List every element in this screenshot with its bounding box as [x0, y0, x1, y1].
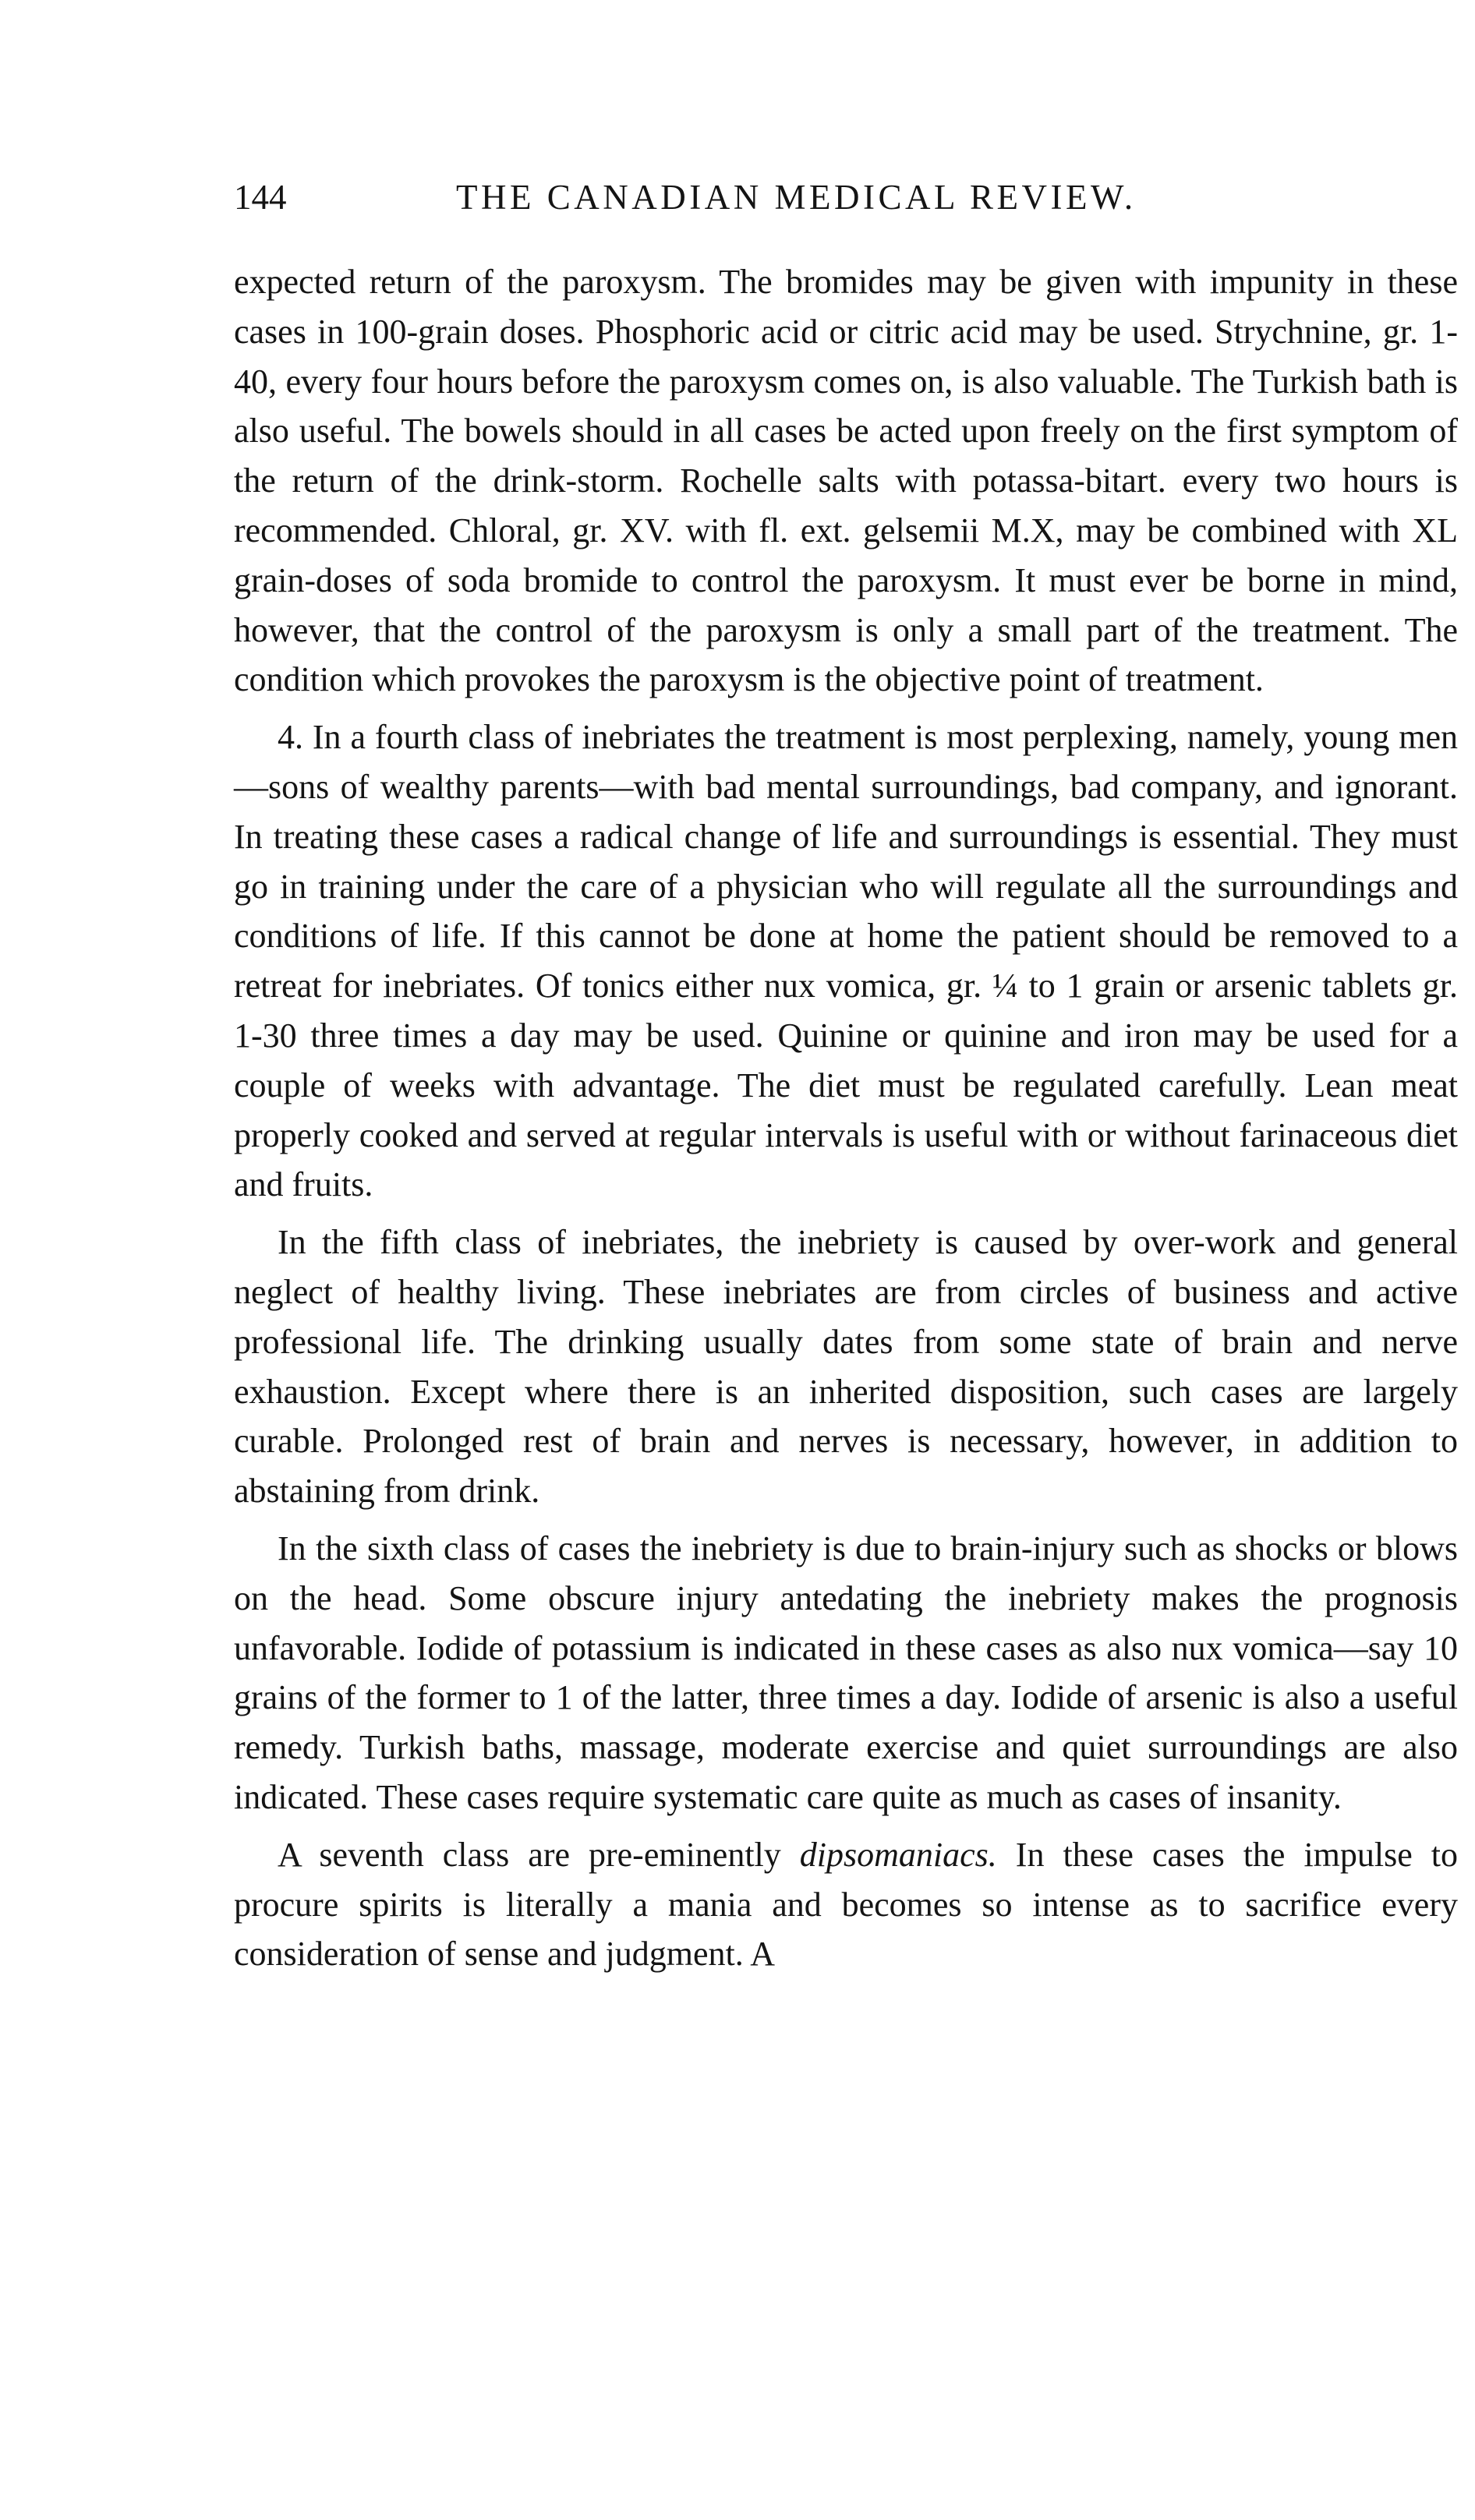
paragraph-seventh-class — [234, 1830, 1458, 1979]
paragraph-fifth-class: In the fifth class of inebriates, the inebriety is caused by over-work and general neglect of healthy living. These inebriates are from circles of business and active professional life. The drinking usually dates from some state of brain and nerve exhaustion. Except where there is an inherited disposition, such cases are largely curable. Prolonged rest of brain and nerves is necessary, however, in addition to abstaining from drink. — [234, 1223, 1458, 1511]
paragraph-sixth-class: In the sixth class of cases the inebriety is due to brain-injury such as shocks or blows on the head. Some obscure injury antedating the inebriety makes the prognosis unfavorable. Iodide of potassium is indicated in these cases as also nux vomica—say 10 grains of the former to 1 of the latter, three times a day. Iodide of arsenic is also a useful remedy. Turkish baths, massage, moderate exercise and quiet surroundings are also indicated. These cases require systematic care quite as much as cases of insanity. — [234, 1529, 1458, 1816]
paragraph-paroxysm-treatment: expected return of the paroxysm. The bromides may be given with impunity in these cases in 100-grain doses. Phosphoric acid or citric acid may be used. Strychnine, gr. 1-40, every four hours before the paroxysm comes on, is also valuable. The Turkish bath is also useful. The bowels should in all cases be acted upon freely on the first symptom of the return of the drink-storm. Rochelle salts with potassa-bitart. every two hours is recommended. Chloral, gr. XV. with fl. ext. gelsemii M.X, may be combined with XL grain-doses of soda bromide to control the paroxysm. It must ever be borne in mind, however, that the control of the paroxysm is only a small part of the treatment. The condition which provokes the paroxysm is the objective point of treatment. — [234, 263, 1458, 699]
seventh-class-continuation: In these cases the impulse to procure spirits is literally a mania and becomes so intense as to sacrifice every consideration of sense and judgment. A — [234, 1835, 1458, 1974]
seventh-class-intro: A seventh class are pre-eminently — [278, 1835, 800, 1874]
page-number: 144 — [234, 178, 287, 217]
paragraph-fourth-class: 4. In a fourth class of inebriates the treatment is most perplexing, namely, young men—sons of wealthy parents—with bad mental surroundings, bad company, and ignorant. In treating these cases a radical change of life and surroundings is essential. They must go in training under the care of a physician who will regulate all the surroundings and conditions of life. If this cannot be done at home the patient should be removed to a retreat for inebriates. Of tonics either nux vomica, gr. ¼ to 1 grain or arsenic tablets gr. 1-30 three times a day may be used. Quinine or quinine and iron may be used for a couple of weeks with advantage. The diet must be regulated carefully. Lean meat properly cooked and served at regular intervals is useful with or without farinaceous diet and fruits. — [234, 718, 1458, 1204]
dipsomaniacs-term: dipsomaniacs. — [799, 1835, 997, 1874]
body-text — [234, 257, 1458, 1987]
journal-title: THE CANADIAN MEDICAL REVIEW. — [456, 178, 1137, 217]
running-head — [234, 170, 1458, 224]
book-page — [234, 170, 1458, 2493]
